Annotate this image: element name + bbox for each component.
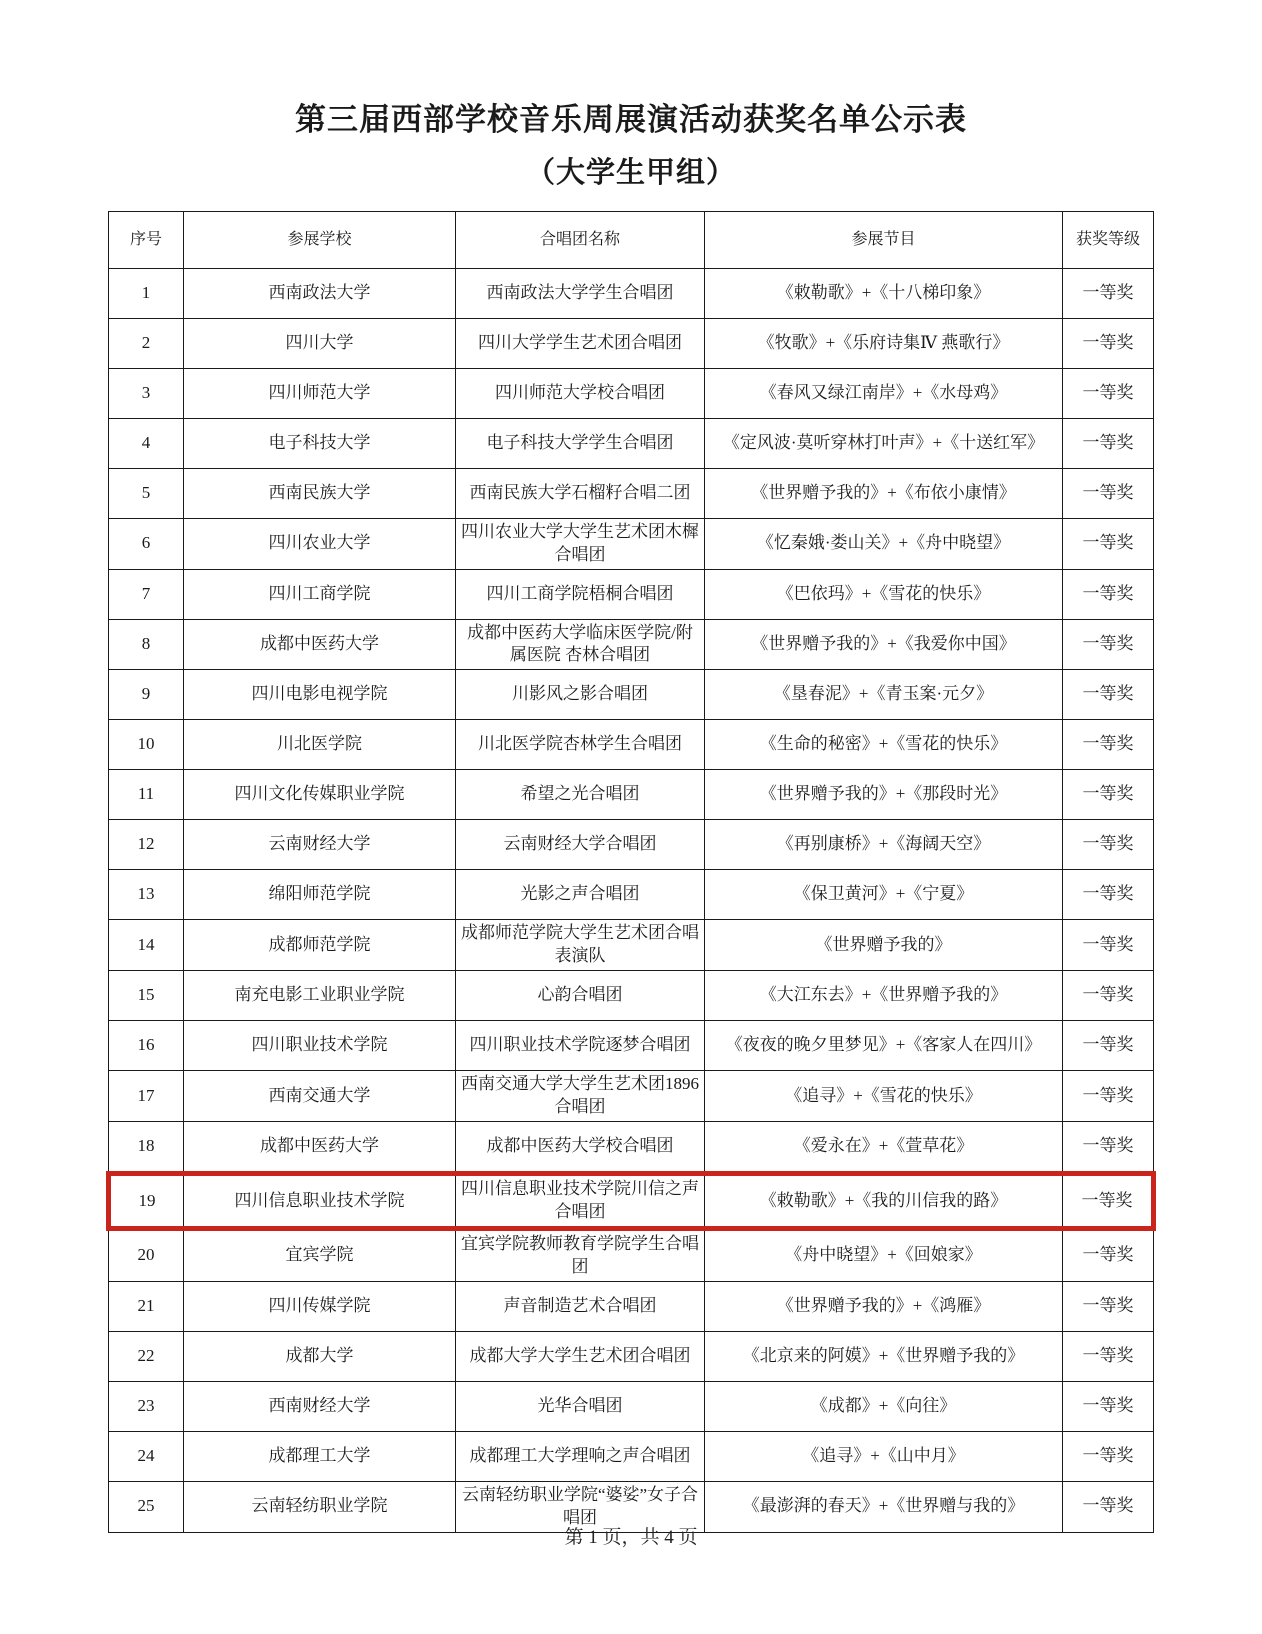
cell-program: 《再别康桥》+《海阔天空》 bbox=[705, 820, 1063, 870]
table-row bbox=[109, 1021, 1154, 1071]
cell-award: 一等奖 bbox=[1063, 1431, 1154, 1481]
cell-school: 绵阳师范学院 bbox=[184, 870, 456, 920]
cell-award: 一等奖 bbox=[1063, 318, 1154, 368]
cell-award: 一等奖 bbox=[1063, 1174, 1154, 1229]
table-row bbox=[109, 1331, 1154, 1381]
cell-award: 一等奖 bbox=[1063, 670, 1154, 720]
cell-index: 20 bbox=[109, 1229, 184, 1282]
cell-index: 18 bbox=[109, 1122, 184, 1174]
cell-choir: 希望之光合唱团 bbox=[456, 770, 705, 820]
cell-program: 《追寻》+《山中月》 bbox=[705, 1431, 1063, 1481]
cell-award: 一等奖 bbox=[1063, 518, 1154, 569]
cell-award: 一等奖 bbox=[1063, 1229, 1154, 1282]
cell-choir: 成都中医药大学校合唱团 bbox=[456, 1122, 705, 1174]
cell-choir: 成都大学大学生艺术团合唱团 bbox=[456, 1331, 705, 1381]
table-row bbox=[109, 569, 1154, 619]
cell-award: 一等奖 bbox=[1063, 1122, 1154, 1174]
cell-index: 14 bbox=[109, 920, 184, 971]
cell-award: 一等奖 bbox=[1063, 468, 1154, 518]
cell-school: 西南交通大学 bbox=[184, 1071, 456, 1122]
header-cell: 参展学校 bbox=[184, 211, 456, 268]
cell-choir: 成都理工大学理响之声合唱团 bbox=[456, 1431, 705, 1481]
cell-choir: 西南政法大学学生合唱团 bbox=[456, 268, 705, 318]
cell-choir: 声音制造艺术合唱团 bbox=[456, 1281, 705, 1331]
page-footer: 第 1 页，共 4 页 bbox=[564, 1527, 698, 1548]
cell-award: 一等奖 bbox=[1063, 720, 1154, 770]
cell-index: 13 bbox=[109, 870, 184, 920]
table-row bbox=[109, 870, 1154, 920]
award-table bbox=[106, 211, 1156, 1533]
table-row bbox=[109, 1229, 1154, 1282]
cell-award: 一等奖 bbox=[1063, 770, 1154, 820]
cell-choir: 云南轻纺职业学院“婆娑”女子合唱团 bbox=[456, 1481, 705, 1532]
cell-program: 《垦春泥》+《青玉案·元夕》 bbox=[705, 670, 1063, 720]
cell-choir: 西南民族大学石榴籽合唱二团 bbox=[456, 468, 705, 518]
cell-index: 2 bbox=[109, 318, 184, 368]
cell-index: 17 bbox=[109, 1071, 184, 1122]
table-row bbox=[109, 720, 1154, 770]
cell-program: 《敕勒歌》+《十八梯印象》 bbox=[705, 268, 1063, 318]
cell-index: 19 bbox=[109, 1174, 184, 1229]
table-row bbox=[109, 268, 1154, 318]
cell-school: 电子科技大学 bbox=[184, 418, 456, 468]
cell-index: 25 bbox=[109, 1481, 184, 1532]
cell-award: 一等奖 bbox=[1063, 418, 1154, 468]
cell-program: 《爱永在》+《萱草花》 bbox=[705, 1122, 1063, 1174]
cell-program: 《成都》+《向往》 bbox=[705, 1381, 1063, 1431]
cell-award: 一等奖 bbox=[1063, 1281, 1154, 1331]
cell-index: 23 bbox=[109, 1381, 184, 1431]
cell-school: 川北医学院 bbox=[184, 720, 456, 770]
table-row bbox=[109, 368, 1154, 418]
cell-award: 一等奖 bbox=[1063, 820, 1154, 870]
cell-index: 12 bbox=[109, 820, 184, 870]
cell-program: 《世界赠予我的》+《我爱你中国》 bbox=[705, 619, 1063, 670]
cell-program: 《巴依玛》+《雪花的快乐》 bbox=[705, 569, 1063, 619]
cell-school: 宜宾学院 bbox=[184, 1229, 456, 1282]
cell-index: 21 bbox=[109, 1281, 184, 1331]
table-header-row bbox=[109, 211, 1154, 268]
table-row bbox=[109, 1122, 1154, 1174]
cell-award: 一等奖 bbox=[1063, 368, 1154, 418]
table-row bbox=[109, 318, 1154, 368]
cell-program: 《北京来的阿嫫》+《世界赠予我的》 bbox=[705, 1331, 1063, 1381]
table-row bbox=[109, 770, 1154, 820]
header-cell: 参展节目 bbox=[705, 211, 1063, 268]
cell-award: 一等奖 bbox=[1063, 268, 1154, 318]
cell-program: 《夜夜的晚夕里梦见》+《客家人在四川》 bbox=[705, 1021, 1063, 1071]
cell-choir: 四川农业大学大学生艺术团木樨合唱团 bbox=[456, 518, 705, 569]
cell-award: 一等奖 bbox=[1063, 1331, 1154, 1381]
cell-choir: 四川工商学院梧桐合唱团 bbox=[456, 569, 705, 619]
page-title: 第三届西部学校音乐周展演活动获奖名单公示表 bbox=[295, 102, 967, 137]
cell-school: 四川文化传媒职业学院 bbox=[184, 770, 456, 820]
page-subtitle: （大学生甲组） bbox=[525, 156, 736, 189]
header-cell: 合唱团名称 bbox=[456, 211, 705, 268]
cell-school: 四川传媒学院 bbox=[184, 1281, 456, 1331]
cell-choir: 宜宾学院教师教育学院学生合唱团 bbox=[456, 1229, 705, 1282]
cell-award: 一等奖 bbox=[1063, 920, 1154, 971]
cell-school: 西南民族大学 bbox=[184, 468, 456, 518]
cell-index: 22 bbox=[109, 1331, 184, 1381]
cell-choir: 成都师范学院大学生艺术团合唱表演队 bbox=[456, 920, 705, 971]
cell-program: 《世界赠予我的》 bbox=[705, 920, 1063, 971]
cell-choir: 云南财经大学合唱团 bbox=[456, 820, 705, 870]
cell-school: 四川信息职业技术学院 bbox=[184, 1174, 456, 1229]
cell-school: 成都师范学院 bbox=[184, 920, 456, 971]
cell-index: 1 bbox=[109, 268, 184, 318]
cell-index: 8 bbox=[109, 619, 184, 670]
cell-index: 6 bbox=[109, 518, 184, 569]
cell-index: 11 bbox=[109, 770, 184, 820]
cell-index: 15 bbox=[109, 971, 184, 1021]
cell-index: 4 bbox=[109, 418, 184, 468]
cell-program: 《牧歌》+《乐府诗集Ⅳ 燕歌行》 bbox=[705, 318, 1063, 368]
table-row bbox=[109, 1431, 1154, 1481]
table-row bbox=[109, 920, 1154, 971]
cell-school: 四川职业技术学院 bbox=[184, 1021, 456, 1071]
cell-choir: 成都中医药大学临床医学院/附属医院 杏林合唱团 bbox=[456, 619, 705, 670]
cell-award: 一等奖 bbox=[1063, 1481, 1154, 1532]
cell-award: 一等奖 bbox=[1063, 1071, 1154, 1122]
cell-program: 《舟中晓望》+《回娘家》 bbox=[705, 1229, 1063, 1282]
header-cell: 序号 bbox=[109, 211, 184, 268]
table-row bbox=[109, 1281, 1154, 1331]
cell-program: 《追寻》+《雪花的快乐》 bbox=[705, 1071, 1063, 1122]
cell-index: 5 bbox=[109, 468, 184, 518]
cell-choir: 四川师范大学校合唱团 bbox=[456, 368, 705, 418]
cell-award: 一等奖 bbox=[1063, 569, 1154, 619]
cell-school: 四川师范大学 bbox=[184, 368, 456, 418]
cell-choir: 光影之声合唱团 bbox=[456, 870, 705, 920]
header-cell: 获奖等级 bbox=[1063, 211, 1154, 268]
cell-program: 《敕勒歌》+《我的川信我的路》 bbox=[705, 1174, 1063, 1229]
cell-school: 成都中医药大学 bbox=[184, 1122, 456, 1174]
cell-school: 南充电影工业职业学院 bbox=[184, 971, 456, 1021]
table-row bbox=[109, 670, 1154, 720]
cell-index: 3 bbox=[109, 368, 184, 418]
table-row bbox=[109, 518, 1154, 569]
cell-school: 云南轻纺职业学院 bbox=[184, 1481, 456, 1532]
cell-choir: 四川职业技术学院逐梦合唱团 bbox=[456, 1021, 705, 1071]
cell-school: 成都中医药大学 bbox=[184, 619, 456, 670]
cell-choir: 川影风之影合唱团 bbox=[456, 670, 705, 720]
table-row bbox=[109, 619, 1154, 670]
table-row bbox=[109, 820, 1154, 870]
table-row bbox=[109, 971, 1154, 1021]
cell-school: 四川工商学院 bbox=[184, 569, 456, 619]
cell-choir: 光华合唱团 bbox=[456, 1381, 705, 1431]
table-row bbox=[109, 1071, 1154, 1122]
cell-choir: 心韵合唱团 bbox=[456, 971, 705, 1021]
cell-school: 云南财经大学 bbox=[184, 820, 456, 870]
cell-program: 《世界赠予我的》+《布依小康情》 bbox=[705, 468, 1063, 518]
cell-program: 《大江东去》+《世界赠予我的》 bbox=[705, 971, 1063, 1021]
table-row bbox=[109, 468, 1154, 518]
cell-award: 一等奖 bbox=[1063, 619, 1154, 670]
cell-school: 西南财经大学 bbox=[184, 1381, 456, 1431]
cell-choir: 电子科技大学学生合唱团 bbox=[456, 418, 705, 468]
cell-program: 《保卫黄河》+《宁夏》 bbox=[705, 870, 1063, 920]
cell-index: 10 bbox=[109, 720, 184, 770]
cell-index: 16 bbox=[109, 1021, 184, 1071]
cell-award: 一等奖 bbox=[1063, 870, 1154, 920]
cell-school: 四川农业大学 bbox=[184, 518, 456, 569]
cell-school: 四川电影电视学院 bbox=[184, 670, 456, 720]
cell-choir: 川北医学院杏林学生合唱团 bbox=[456, 720, 705, 770]
cell-program: 《忆秦娥·娄山关》+《舟中晓望》 bbox=[705, 518, 1063, 569]
cell-index: 9 bbox=[109, 670, 184, 720]
cell-school: 成都理工大学 bbox=[184, 1431, 456, 1481]
cell-index: 24 bbox=[109, 1431, 184, 1481]
table-row bbox=[109, 418, 1154, 468]
cell-program: 《世界赠予我的》+《鸿雁》 bbox=[705, 1281, 1063, 1331]
cell-program: 《生命的秘密》+《雪花的快乐》 bbox=[705, 720, 1063, 770]
table-row bbox=[109, 1381, 1154, 1431]
cell-program: 《最澎湃的春天》+《世界赠与我的》 bbox=[705, 1481, 1063, 1532]
cell-choir: 四川大学学生艺术团合唱团 bbox=[456, 318, 705, 368]
cell-choir: 西南交通大学大学生艺术团1896合唱团 bbox=[456, 1071, 705, 1122]
cell-choir: 四川信息职业技术学院川信之声合唱团 bbox=[456, 1174, 705, 1229]
cell-program: 《定风波·莫听穿林打叶声》+《十送红军》 bbox=[705, 418, 1063, 468]
cell-award: 一等奖 bbox=[1063, 1381, 1154, 1431]
cell-school: 成都大学 bbox=[184, 1331, 456, 1381]
cell-program: 《世界赠予我的》+《那段时光》 bbox=[705, 770, 1063, 820]
cell-school: 四川大学 bbox=[184, 318, 456, 368]
cell-index: 7 bbox=[109, 569, 184, 619]
cell-school: 西南政法大学 bbox=[184, 268, 456, 318]
table-body bbox=[109, 268, 1154, 1532]
table-row-highlighted bbox=[109, 1174, 1154, 1229]
cell-award: 一等奖 bbox=[1063, 1021, 1154, 1071]
cell-program: 《春风又绿江南岸》+《水母鸡》 bbox=[705, 368, 1063, 418]
cell-award: 一等奖 bbox=[1063, 971, 1154, 1021]
